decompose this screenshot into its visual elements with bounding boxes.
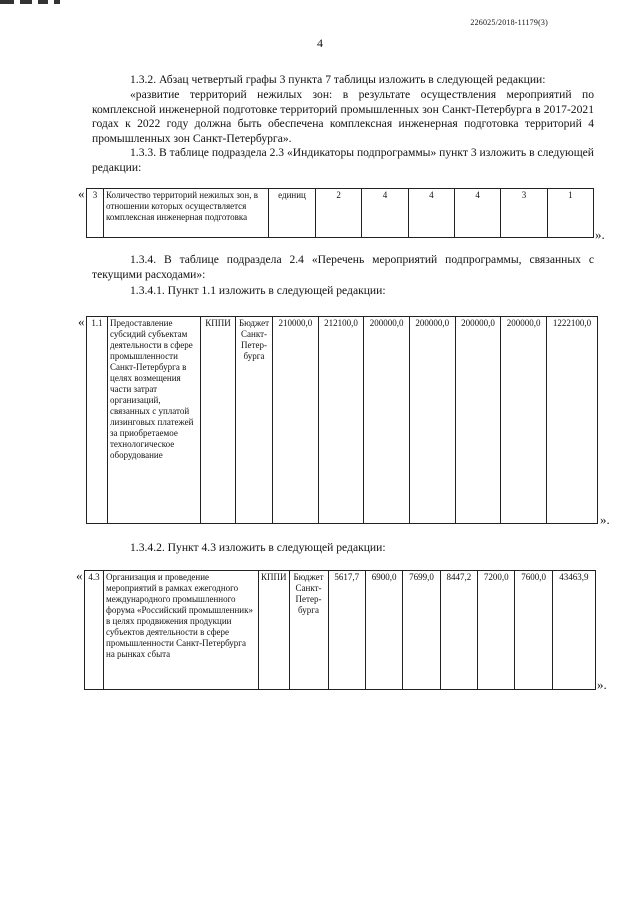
table-row [87,317,598,524]
quote-open-3: « [76,568,83,583]
quote-close-1: ». [595,227,605,242]
value-2019: 4 [408,189,454,238]
amount-total: 1222100,0 [546,317,597,524]
amount-total: 43463,9 [552,571,595,690]
amount-2022: 7600,0 [515,571,552,690]
funding-source: Бюджет Санкт-Петер-бурга [236,317,273,524]
quote-open-1: « [78,186,85,201]
value-2020: 4 [454,189,500,238]
paragraph-1-3-2-title: 1.3.2. Абзац четвертый графы 3 пункта 7 таблицы изложить в следующей редакции: [130,73,546,86]
value-2022: 1 [547,189,593,238]
amount-2021: 7200,0 [478,571,515,690]
amount-2019: 200000,0 [364,317,410,524]
scan-edge-marks [0,0,640,8]
value-2017: 2 [316,189,362,238]
paragraph-1-3-4: 1.3.4. В таблице подраздела 2.4 «Перечень мероприятий подпрограммы, связанных с текущими расходами»: [92,253,594,281]
quote-close-3: ». [597,677,607,692]
quote-close-2: ». [600,512,610,527]
executor: КППИ [201,317,236,524]
amount-2020: 8447,2 [440,571,477,690]
paragraph-1-3-2-text: «развитие территорий нежилых зон: в результате осуществления мероприятий по комплексной инженерной подготовке территорий промышленных зон Санкт-Петербурга в 2017-2021 годах к 2022 году должна быть обеспечена комплексная инженерная подготовка территорий 4 промышленных зон Санкт-Петербурга». [92,88,594,145]
amount-2019: 7699,0 [403,571,440,690]
funding-source: Бюджет Санкт-Петер-бурга [289,571,328,690]
amount-2021: 200000,0 [455,317,501,524]
measures-table-4-3 [84,570,596,690]
quote-open-2: « [78,314,85,329]
row-number: 1.1 [87,317,108,524]
paragraph-1-3-3: 1.3.3. В таблице подраздела 2.3 «Индикаторы подпрограммы» пункт 3 изложить в следующей редакции: [92,146,594,174]
amount-2017: 5617,7 [328,571,365,690]
row-number: 3 [87,189,104,238]
value-2021: 3 [501,189,547,238]
paragraph-1-3-4-1: 1.3.4.1. Пункт 1.1 изложить в следующей редакции: [130,284,386,297]
indicators-table [86,188,594,238]
measure-name: Предоставление субсидий субъектам деятельности в сфере промышленности Санкт-Петербурга в целях возмещения части затрат организаций, связанных с уплатой лизинговых платежей за приобретаемое технологическое оборудование [108,317,201,524]
measures-table-1-1 [86,316,598,524]
table-row [85,571,596,690]
document-number: 226025/2018-11179(3) [470,18,548,27]
amount-2018: 6900,0 [365,571,402,690]
executor: КППИ [259,571,290,690]
paragraph-1-3-4-2: 1.3.4.2. Пункт 4.3 изложить в следующей редакции: [130,541,386,554]
row-number: 4.3 [85,571,104,690]
page-number: 4 [317,36,323,50]
amount-2022: 200000,0 [501,317,547,524]
amount-2017: 210000,0 [273,317,319,524]
amount-2018: 212100,0 [318,317,364,524]
measure-name: Организация и проведение мероприятий в рамках ежегодного международного промышленного форума «Российский промышленник» в целях продвижения продукции субъектов деятельности в сфере промышленности Санкт-Петербурга на рынках сбыта [104,571,259,690]
value-2018: 4 [362,189,408,238]
amount-2020: 200000,0 [409,317,455,524]
unit: единиц [269,189,316,238]
indicator-name: Количество территорий нежилых зон, в отношении которых осуществляется комплексная инженерная подготовка [104,189,269,238]
table-row [87,189,594,238]
